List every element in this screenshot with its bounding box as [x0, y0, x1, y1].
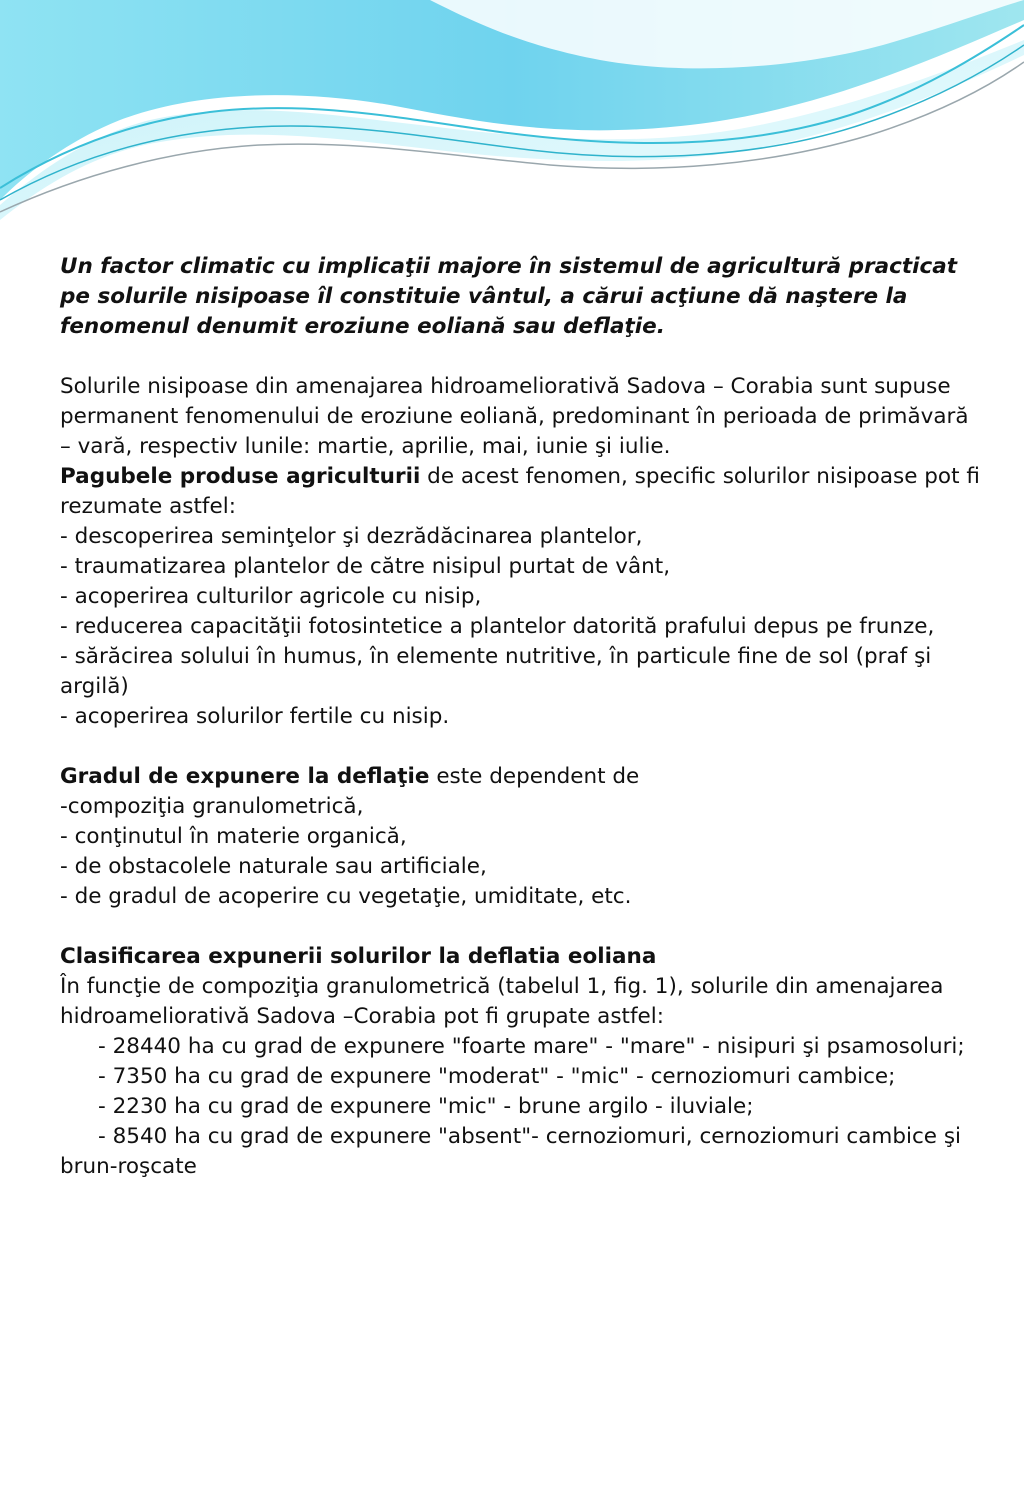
- list-item: - 7350 ha cu grad de expunere "moderat" - "mic" - cernoziomuri cambice;: [98, 1064, 896, 1089]
- exposure-paragraph: [60, 762, 980, 792]
- exposure-heading: Gradul de expunere la deflaţie: [60, 764, 430, 789]
- damage-paragraph: [60, 462, 980, 522]
- list-item: - de obstacolele naturale sau artificiale,: [60, 854, 487, 879]
- list-item: - sărăcirea solului în humus, în elemente nutritive, în particule fine de sol (praf şi argilă): [60, 644, 932, 699]
- list-item: - acoperirea culturilor agricole cu nisip,: [60, 584, 482, 609]
- list-item: - reducerea capacităţii fotosintetice a plantelor datorită prafului depus pe frunze,: [60, 614, 935, 639]
- exposure-text: este dependent de: [429, 764, 640, 789]
- list-item: - traumatizarea plantelor de către nisipul purtat de vânt,: [60, 554, 671, 579]
- list-item: - 2230 ha cu grad de expunere "mic" - brune argilo - iluviale;: [98, 1094, 754, 1119]
- list-item: - 28440 ha cu grad de expunere "foarte mare" - "mare" - nisipuri şi psamosoluri;: [98, 1034, 965, 1059]
- list-item: - de gradul de acoperire cu vegetaţie, umiditate, etc.: [60, 884, 632, 909]
- intro-paragraph: Solurile nisipoase din amenajarea hidroameliorativă Sadova – Corabia sunt supuse permanent fenomenului de eroziune eoliană, predominant în perioada de primăvară – vară, respectiv lunile: martie, aprilie, mai, iunie şi iulie.: [60, 374, 969, 459]
- header-wave-decoration: [0, 0, 1024, 240]
- classification-text: În funcţie de compoziţia granulometrică (tabelul 1, fig. 1), solurile din amenajarea hidroameliorativă Sadova –Corabia pot fi grupate astfel:: [60, 974, 944, 1029]
- list-item: - 8540 ha cu grad de expunere "absent"- cernoziomuri, cernoziomuri cambice şi brun-roşcate: [60, 1124, 962, 1179]
- classification-heading: Clasificarea expunerii solurilor la deflatia eoliana: [60, 944, 657, 969]
- document-body: [60, 252, 980, 1182]
- lead-paragraph: Un factor climatic cu implicaţii majore în sistemul de agricultură practicat pe solurile nisipoase îl constituie vântul, a cărui acţiune dă naştere la fenomenul denumit eroziune eoliană sau deflaţie.: [60, 254, 958, 339]
- list-item: - conţinutul în materie organică,: [60, 824, 407, 849]
- list-item: - descoperirea seminţelor şi dezrădăcinarea plantelor,: [60, 524, 643, 549]
- list-item: -compoziţia granulometrică,: [60, 794, 364, 819]
- list-item: - acoperirea solurilor fertile cu nisip.: [60, 704, 450, 729]
- damage-heading: Pagubele produse agriculturii: [60, 464, 421, 489]
- damage-text: de acest fenomen, specific solurilor nisipoase pot fi rezumate astfel:: [60, 464, 980, 519]
